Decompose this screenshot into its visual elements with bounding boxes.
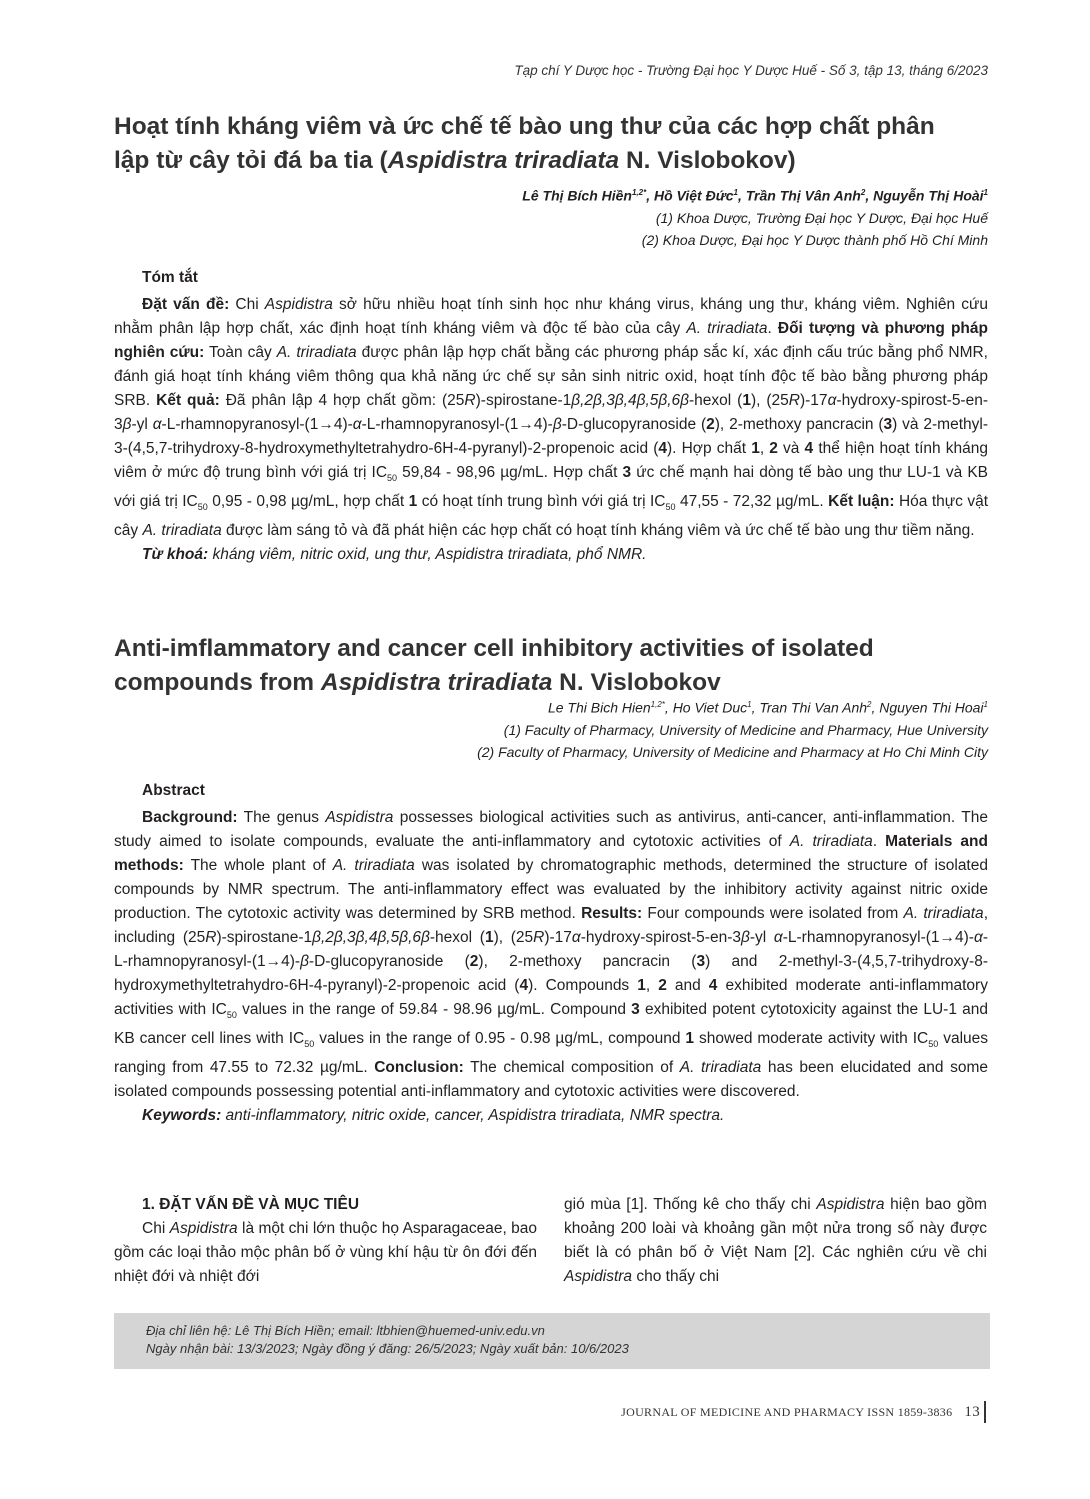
dates-line: Ngày nhận bài: 13/3/2023; Ngày đồng ý đăng: 26/5/2023; Ngày xuất bản: 10/6/2023 xyxy=(146,1341,629,1356)
label-conclusion: Conclusion: xyxy=(374,1059,464,1077)
keywords-en xyxy=(114,1104,988,1128)
separator: , xyxy=(751,699,760,716)
text: sở hữu nhiều hoạt tính sinh học như kháng virus, kháng ung thư, kháng viêm. Nghiên cứu nhằm phân lập hợp chất, xác định hoạt tính kháng viêm và độc tế bào của cây xyxy=(114,296,988,337)
species: A. triradiata xyxy=(679,1059,762,1077)
title-vi-part: N. Vislobokov) xyxy=(619,147,796,174)
species: A. triradiata xyxy=(142,522,222,540)
affiliation-1: (1) Faculty of Pharmacy, University of Medicine and Pharmacy, Hue University xyxy=(503,721,988,738)
stereo: α xyxy=(571,929,581,946)
body-paragraph xyxy=(114,1217,537,1289)
label-results: Kết quả: xyxy=(156,392,220,409)
body-column-right xyxy=(564,1193,987,1289)
compound-number: 4 xyxy=(658,440,667,457)
text: Chi xyxy=(142,1220,170,1237)
text: -hydroxy-spirost-5-en-3 xyxy=(580,929,741,946)
compound-number: 2 xyxy=(658,977,667,994)
label-methods: Đối tượng và phương pháp nghiên cứu: xyxy=(114,320,988,361)
compound-number: 2 xyxy=(769,440,778,457)
text: gió mùa [1]. Thống kê cho thấy chi xyxy=(564,1196,817,1213)
subscript: 50 xyxy=(197,502,208,513)
abstract-heading-vi: Tóm tắt xyxy=(142,269,198,286)
stereo: R xyxy=(533,929,545,946)
text: -hexol ( xyxy=(689,392,743,409)
text: có hoạt tính trung bình với giá trị IC xyxy=(417,493,666,511)
text: ). Hợp chất xyxy=(667,440,752,457)
author-sup: 1 xyxy=(983,188,988,197)
text: 0,95 - 0,98 µg/mL, hợp chất xyxy=(207,493,409,511)
compound-number: 1 xyxy=(742,392,751,409)
text: -D-glucopyranoside ( xyxy=(308,953,470,970)
keywords-vi xyxy=(114,543,988,567)
text: được làm sáng tỏ và đã phát hiện các hợp chất có hoạt tính kháng viêm và ức chế tế bào ung thư tiềm năng. xyxy=(221,522,975,540)
title-vi-species: Aspidistra triradiata xyxy=(387,147,620,174)
body-paragraph xyxy=(564,1193,987,1289)
affiliation-2: (2) Khoa Dược, Đại học Y Dược thành phố Hồ Chí Minh xyxy=(641,231,988,248)
species: A. triradiata xyxy=(903,905,984,922)
title-en-line1: Anti-imflammatory and cancer cell inhibitory activities of isolated xyxy=(114,635,874,662)
text: ) và 2-methyl-3-(4,5,7-trihydroxy-8-hydroxymethyltetrahydro-6H-4-pyranyl)-2-propenoic acid ( xyxy=(114,416,988,457)
text: -L-rhamnopyranosyl-(1→4)- xyxy=(161,416,353,433)
species: A. triradiata xyxy=(332,857,415,874)
abstract-vietnamese xyxy=(114,293,988,567)
compound-number: 4 xyxy=(804,440,814,457)
subscript: 50 xyxy=(928,1039,939,1050)
keywords-text: anti-inflammatory, nitric oxide, cancer, Aspidistra triradiata, NMR spectra. xyxy=(221,1107,725,1125)
stereo: α xyxy=(973,929,983,946)
page-footer xyxy=(621,1401,986,1423)
text: and xyxy=(666,977,709,994)
subscript: 50 xyxy=(387,473,398,484)
title-vi-line1: Hoạt tính kháng viêm và ức chế tế bào ung thư của các hợp chất phân xyxy=(114,113,935,140)
text: , xyxy=(759,440,770,457)
authors-english xyxy=(477,694,988,763)
journal-header: Tạp chí Y Dược học - Trường Đại học Y Dược Huế - Số 3, tập 13, tháng 6/2023 xyxy=(514,63,988,78)
compound-number: 4 xyxy=(519,977,529,994)
title-vi-line2 xyxy=(114,144,994,178)
species: A. triradiata xyxy=(789,833,873,850)
compound-number: 2 xyxy=(469,953,479,970)
stereo: β xyxy=(122,416,132,433)
text: )-spirostane-1 xyxy=(216,929,313,946)
page-number: 13 xyxy=(964,1403,980,1420)
text: 47,55 - 72,32 µg/mL. xyxy=(675,493,829,511)
text: was isolated by chromatographic methods, determined the structure of isolated compounds by NMR spectrum. The anti-inflammatory effect was evaluated by the inhibitory activity against nitric oxide production. The cytotoxic activity was determined by SRB method. xyxy=(114,857,988,922)
separator: , xyxy=(737,187,746,204)
stereo: α xyxy=(773,929,783,946)
text: -L-rhamnopyranosyl-(1→4)- xyxy=(114,929,988,970)
compound-number: 4 xyxy=(708,977,718,994)
author-sup: 1,2* xyxy=(650,700,665,709)
affiliation-2: (2) Faculty of Pharmacy, University of Medicine and Pharmacy at Ho Chi Minh City xyxy=(477,743,988,760)
footer-bar xyxy=(984,1401,986,1423)
text: ), 2-methoxy pancracin ( xyxy=(714,416,884,433)
stereo: β xyxy=(552,416,562,433)
stereo: R xyxy=(205,929,217,946)
text: thể hiện hoạt tính kháng viêm ở mức độ trung bình với giá trị IC xyxy=(114,440,988,481)
compound-number: 3 xyxy=(883,416,893,433)
stereo: α xyxy=(352,416,362,433)
compound-number: 1 xyxy=(751,440,760,457)
text: )-17 xyxy=(544,929,572,946)
text: cho thấy chi xyxy=(632,1268,720,1285)
stereo: R xyxy=(464,392,476,409)
text: -hexol ( xyxy=(429,929,485,946)
title-english xyxy=(114,632,994,700)
author-name: Lê Thị Bích Hiền xyxy=(522,187,632,204)
author-sup: 2 xyxy=(867,700,872,709)
label-conclusion: Kết luận: xyxy=(828,493,895,511)
label-methods: Materials and methods: xyxy=(114,833,988,874)
author-name: Le Thi Bich Hien xyxy=(547,699,651,716)
text: )-spirostane-1 xyxy=(475,392,572,409)
label-background: Đặt vấn đề: xyxy=(142,296,230,313)
author-list-vi xyxy=(522,182,988,207)
text: Đã phân lập 4 hợp chất gồm: (25 xyxy=(219,392,465,409)
genus: Aspidistra xyxy=(169,1220,238,1237)
separator: , xyxy=(865,187,874,204)
text: ). Compounds xyxy=(528,977,638,994)
text: Four compounds were isolated from xyxy=(642,905,904,922)
text: . xyxy=(767,320,778,337)
text: 59,84 - 98,96 µg/mL. Hợp chất xyxy=(397,464,623,481)
abstract-english xyxy=(114,806,988,1128)
keywords-text: kháng viêm, nitric oxid, ung thư, Aspidistra triradiata, phổ NMR. xyxy=(208,546,647,564)
text: . xyxy=(872,833,886,850)
abstract-vi-body xyxy=(114,293,988,543)
species: A. triradiata xyxy=(276,344,357,361)
author-list-en xyxy=(477,694,988,719)
text: values in the range of 59.84 - 98.96 µg/mL. Compound xyxy=(236,1001,632,1018)
text: has been elucidated and some isolated compounds possessing potential anti-inflammatory and cytotoxic activities were discovered. xyxy=(114,1059,988,1101)
text: ), 2-methoxy pancracin ( xyxy=(478,953,697,970)
text: The chemical composition of xyxy=(463,1059,680,1077)
compound-number: 2 xyxy=(706,416,715,433)
text: -L-rhamnopyranosyl-(1→4)- xyxy=(361,416,553,433)
text: -L-rhamnopyranosyl-(1→4)- xyxy=(782,929,974,946)
text: values ranging from 47.55 to 72.32 µg/mL. xyxy=(114,1030,989,1077)
text: showed moderate activity with IC xyxy=(694,1030,929,1048)
genus: Aspidistra xyxy=(816,1196,885,1213)
text: The genus xyxy=(237,809,326,826)
text: , including (25 xyxy=(114,905,988,946)
stereo: β xyxy=(740,929,750,946)
compound-number: 1 xyxy=(484,929,494,946)
authors-vietnamese xyxy=(522,182,988,251)
compound-number: 3 xyxy=(622,464,632,481)
text: -yl xyxy=(131,416,153,433)
text: values in the range of 0.95 - 0.98 µg/mL, compound xyxy=(314,1030,686,1048)
author-name: Trần Thị Vân Anh xyxy=(745,187,861,204)
title-vi-part: lập từ cây tỏi đá ba tia ( xyxy=(114,147,388,174)
keywords-label: Từ khoá: xyxy=(142,546,209,564)
text: Chi xyxy=(229,296,265,313)
title-en-species: Aspidistra triradiata xyxy=(320,669,553,696)
author-sup: 1 xyxy=(747,700,752,709)
text: exhibited moderate anti-inflammatory activities with IC xyxy=(114,977,988,1018)
stereo: α xyxy=(152,416,162,433)
text: possesses biological activities such as antivirus, anti-cancer, anti-inflammation. The study aimed to isolate compounds, evaluate the anti-inflammatory and cytotoxic activities of xyxy=(114,809,988,850)
text: Hóa thực vật cây xyxy=(114,493,989,540)
compound-number: 3 xyxy=(631,1001,640,1018)
subscript: 50 xyxy=(665,502,676,513)
separator: , xyxy=(664,699,673,716)
compound-number: 1 xyxy=(637,977,646,994)
title-en-part: N. Vislobokov xyxy=(552,669,721,696)
abstract-heading-en: Abstract xyxy=(142,782,205,799)
text: , xyxy=(645,977,659,994)
author-name: Nguyen Thi Hoai xyxy=(879,699,984,716)
author-name: Ho Viet Duc xyxy=(672,699,748,716)
stereo: β,2β,3β,4β,5β,6β xyxy=(312,929,430,946)
stereo: R xyxy=(788,392,800,409)
text: )-17 xyxy=(799,392,828,409)
text: -yl xyxy=(749,929,774,946)
author-name: Hồ Việt Đức xyxy=(654,187,734,204)
compound-number: 3 xyxy=(696,953,706,970)
contact-info-box xyxy=(114,1313,990,1369)
subscript: 50 xyxy=(304,1039,315,1050)
text: ), (25 xyxy=(750,392,789,409)
affiliation-1: (1) Khoa Dược, Trường Đại học Y Dược, Đại học Huế xyxy=(655,209,988,226)
title-vietnamese xyxy=(114,110,994,178)
text: -D-glucopyranoside ( xyxy=(561,416,707,433)
genus: Aspidistra xyxy=(564,1268,633,1285)
section-title: 1. ĐẶT VẤN ĐỀ VÀ MỤC TIÊU xyxy=(142,1196,360,1213)
text: exhibited potent cytotoxicity against the LU-1 and KB cancer cell lines with IC xyxy=(114,1001,988,1048)
abstract-en-body xyxy=(114,806,988,1104)
text: là một chi lớn thuộc họ Asparagaceae, bao gồm các loại thảo mộc phân bố ở vùng khí hậu từ ôn đới đến nhiệt đới và nhiệt đới xyxy=(114,1220,537,1285)
genus: Aspidistra xyxy=(264,296,333,313)
title-en-part: compounds from xyxy=(114,669,321,696)
author-sup: 1,2* xyxy=(631,188,647,197)
subscript: 50 xyxy=(226,1010,237,1021)
text: và xyxy=(777,440,805,457)
compound-number: 1 xyxy=(685,1030,695,1048)
stereo: β,2β,3β,4β,5β,6β xyxy=(571,392,690,409)
text: Toàn cây xyxy=(204,344,277,361)
text: The whole plant of xyxy=(183,857,333,874)
author-name: Nguyễn Thị Hoài xyxy=(873,187,984,204)
text: -hydroxy-spirost-5-en-3 xyxy=(114,392,989,433)
footer-journal: JOURNAL OF MEDICINE AND PHARMACY ISSN 1859-3836 xyxy=(621,1404,953,1419)
text: ức chế mạnh hai dòng tế bào ung thư LU-1 và KB với giá trị IC xyxy=(114,464,989,511)
label-results: Results: xyxy=(581,905,643,922)
genus: Aspidistra xyxy=(325,809,394,826)
author-sup: 1 xyxy=(733,188,738,197)
label-background: Background: xyxy=(142,809,238,826)
separator: , xyxy=(646,187,654,204)
author-name: Tran Thi Van Anh xyxy=(759,699,868,716)
body-column-left xyxy=(114,1193,537,1289)
author-sup: 2 xyxy=(860,188,866,197)
species: A. triradiata xyxy=(686,320,768,337)
text: được phân lập hợp chất bằng các phương pháp sắc kí, xác định cấu trúc bằng phổ NMR, đánh giá hoạt tính kháng viêm thông qua khả năng ức chế sự sản sinh nitric oxid, hoạt tính độc tế bào bằng phương pháp SRB. xyxy=(114,344,988,409)
text: ) and 2-methyl-3-(4,5,7-trihydroxy-8-hydroxymethyltetrahydro-6H-4-pyranyl)-2-propenoic acid ( xyxy=(114,953,988,994)
stereo: α xyxy=(827,392,837,409)
contact-line: Địa chỉ liên hệ: Lê Thị Bích Hiền; email: ltbhien@huemed-univ.edu.vn xyxy=(146,1323,545,1338)
text: hiện bao gồm khoảng 200 loài và khoảng gần một nửa trong số này được biết là có phân bố ở Việt Nam [2]. Các nghiên cứu về chi xyxy=(564,1196,987,1261)
stereo: β xyxy=(300,953,309,970)
text: ), (25 xyxy=(493,929,534,946)
compound-number: 1 xyxy=(408,493,418,511)
author-sup: 1 xyxy=(983,700,988,709)
keywords-label: Keywords: xyxy=(142,1107,222,1125)
separator: , xyxy=(871,699,880,716)
